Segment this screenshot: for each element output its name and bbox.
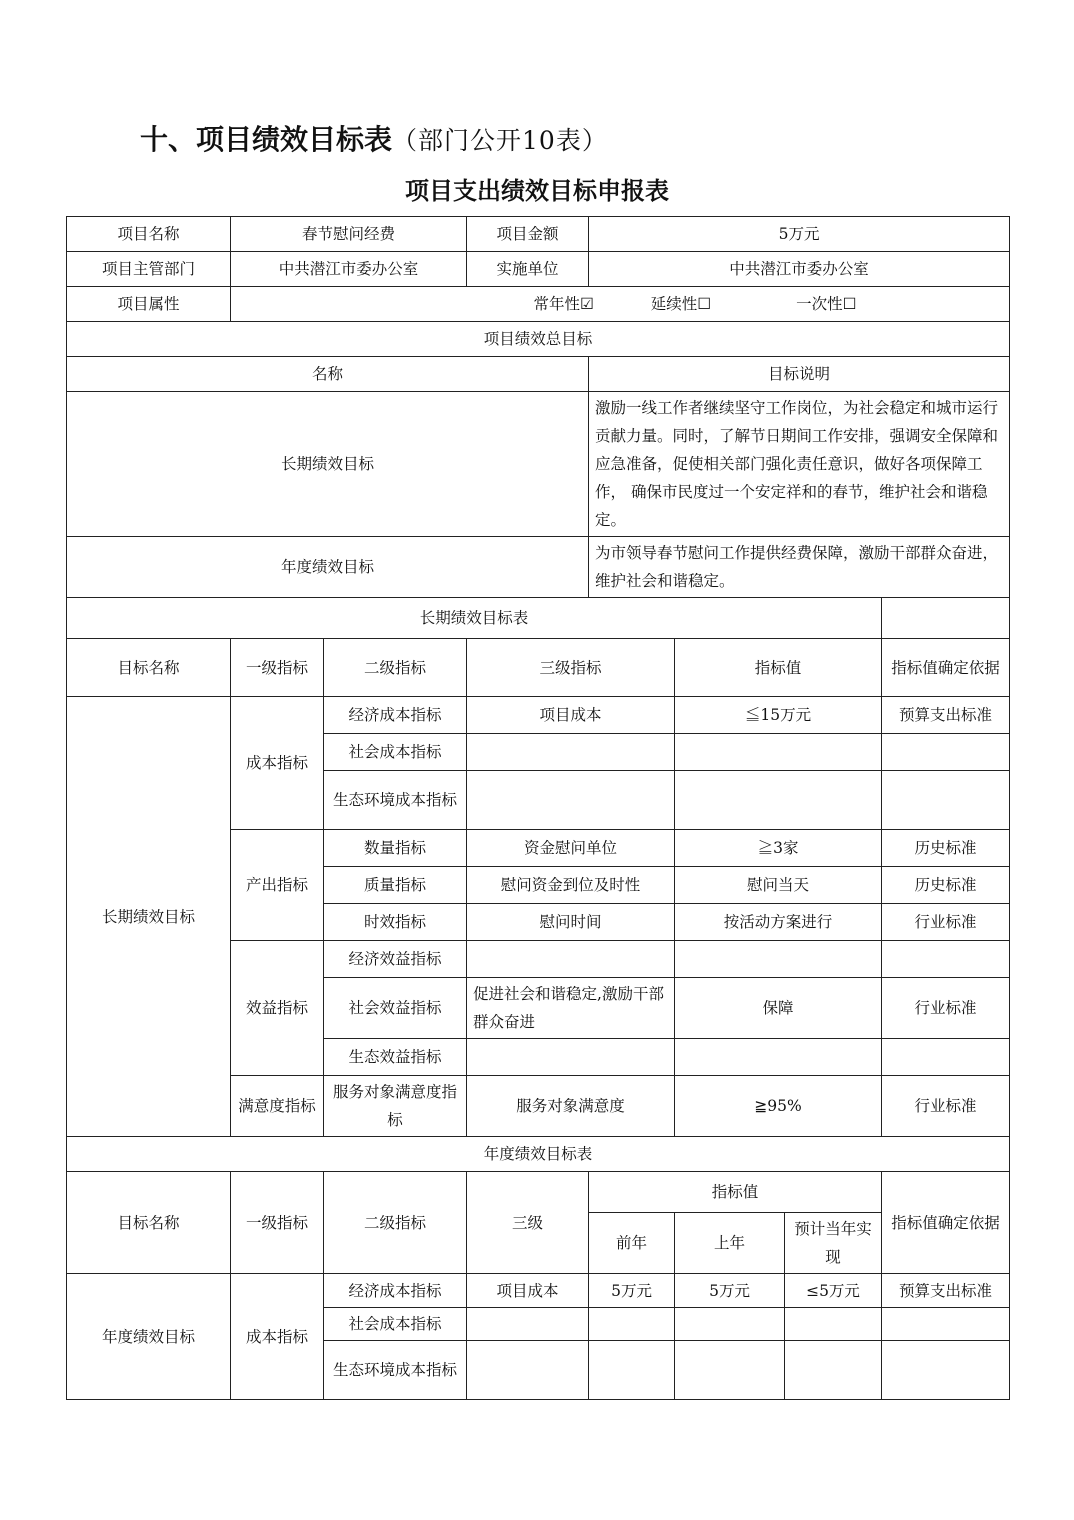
table-cell: 生态环境成本指标 — [324, 771, 467, 830]
section-heading — [140, 118, 608, 158]
table-cell: 数量指标 — [324, 830, 467, 867]
table-cell: 按活动方案进行 — [675, 904, 882, 941]
table-cell — [675, 734, 882, 771]
long-output-indicator: 产出指标 — [231, 830, 324, 941]
project-dept-value: 中共潜江市委办公室 — [231, 252, 467, 287]
table-cell — [467, 734, 675, 771]
annual-table-header: 年度绩效目标表 — [67, 1137, 1010, 1172]
table-cell: 资金慰问单位 — [467, 830, 675, 867]
table-cell — [467, 1341, 589, 1400]
annual-subcol-expected: 预计当年实现 — [785, 1213, 882, 1274]
table-cell — [785, 1308, 882, 1341]
table-cell: 保障 — [675, 978, 882, 1039]
table-cell: 行业标准 — [882, 1076, 1010, 1137]
table-cell — [467, 1308, 589, 1341]
table-cell: 行业标准 — [882, 904, 1010, 941]
table-cell: 慰问当天 — [675, 867, 882, 904]
table-cell: ≤5万元 — [785, 1274, 882, 1308]
table-cell — [589, 1308, 675, 1341]
impl-unit-label: 实施单位 — [467, 252, 589, 287]
table-cell — [467, 771, 675, 830]
annual-subcol-prev2: 前年 — [589, 1213, 675, 1274]
impl-unit-value: 中共潜江市委办公室 — [589, 252, 1010, 287]
table-cell: 历史标准 — [882, 830, 1010, 867]
long-satisfaction-indicator: 满意度指标 — [231, 1076, 324, 1137]
section-heading-sub: （部门公开10表） — [392, 126, 608, 155]
table-cell: 行业标准 — [882, 978, 1010, 1039]
long-col-level2: 二级指标 — [324, 639, 467, 697]
project-attr-label: 项目属性 — [67, 287, 231, 322]
table-cell: ≧3家 — [675, 830, 882, 867]
project-amount-label: 项目金额 — [467, 217, 589, 252]
form-title: 项目支出绩效目标申报表 — [405, 176, 669, 205]
table-cell — [882, 1341, 1010, 1400]
table-cell: 社会成本指标 — [324, 1308, 467, 1341]
long-col-value: 指标值 — [675, 639, 882, 697]
long-table-header-blank — [882, 598, 1010, 639]
long-goal-name: 长期绩效目标 — [67, 697, 231, 1137]
annual-cost-indicator: 成本指标 — [231, 1274, 324, 1400]
table-cell — [785, 1341, 882, 1400]
table-cell: 服务对象满意度 — [467, 1076, 675, 1137]
table-cell: 5万元 — [675, 1274, 785, 1308]
annual-goal-label: 年度绩效目标 — [67, 537, 589, 598]
table-cell: 经济效益指标 — [324, 941, 467, 978]
annual-subcol-prev: 上年 — [675, 1213, 785, 1274]
annual-goal-desc: 为市领导春节慰问工作提供经费保障，激励干部群众奋进，维护社会和谐稳定。 — [589, 537, 1010, 598]
attr-option-continuing: 延续性☐ — [650, 295, 712, 313]
table-cell — [882, 771, 1010, 830]
overall-col-desc: 目标说明 — [589, 357, 1010, 392]
table-cell — [882, 1039, 1010, 1076]
table-cell — [589, 1341, 675, 1400]
table-cell — [675, 1308, 785, 1341]
table-cell: 项目成本 — [467, 1274, 589, 1308]
long-benefit-indicator: 效益指标 — [231, 941, 324, 1076]
table-cell — [882, 734, 1010, 771]
table-cell: 经济成本指标 — [324, 1274, 467, 1308]
table-cell — [675, 771, 882, 830]
annual-col-value: 指标值 — [589, 1172, 882, 1213]
annual-col-goal: 目标名称 — [67, 1172, 231, 1274]
long-term-goal-label: 长期绩效目标 — [67, 392, 589, 537]
table-cell — [675, 1341, 785, 1400]
long-table-header: 长期绩效目标表 — [67, 598, 882, 639]
table-cell — [467, 1039, 675, 1076]
table-cell: 时效指标 — [324, 904, 467, 941]
table-cell — [882, 1308, 1010, 1341]
table-cell: 服务对象满意度指标 — [324, 1076, 467, 1137]
table-cell: 预算支出标准 — [882, 1274, 1010, 1308]
annual-col-level3: 三级 — [467, 1172, 589, 1274]
table-cell: 历史标准 — [882, 867, 1010, 904]
table-cell — [675, 941, 882, 978]
project-attr-options — [231, 287, 1010, 322]
table-cell: 生态环境成本指标 — [324, 1341, 467, 1400]
project-name-label: 项目名称 — [67, 217, 231, 252]
table-cell: 经济成本指标 — [324, 697, 467, 734]
overall-col-name: 名称 — [67, 357, 589, 392]
performance-target-table — [66, 216, 1010, 1400]
table-cell: 5万元 — [589, 1274, 675, 1308]
table-cell: 社会成本指标 — [324, 734, 467, 771]
attr-option-one-time: 一次性☐ — [796, 295, 857, 313]
long-cost-indicator: 成本指标 — [231, 697, 324, 830]
long-col-basis: 指标值确定依据 — [882, 639, 1010, 697]
project-name-value: 春节慰问经费 — [231, 217, 467, 252]
table-cell: 慰问时间 — [467, 904, 675, 941]
long-col-goal: 目标名称 — [67, 639, 231, 697]
table-cell: 预算支出标准 — [882, 697, 1010, 734]
annual-col-level1: 一级指标 — [231, 1172, 324, 1274]
long-col-level3: 三级指标 — [467, 639, 675, 697]
project-dept-label: 项目主管部门 — [67, 252, 231, 287]
table-cell: 促进社会和谐稳定,激励干部群众奋进 — [467, 978, 675, 1039]
table-cell: 质量指标 — [324, 867, 467, 904]
table-cell — [467, 941, 675, 978]
table-cell: ≦15万元 — [675, 697, 882, 734]
annual-col-basis: 指标值确定依据 — [882, 1172, 1010, 1274]
attr-option-recurring: 常年性☑ — [533, 295, 594, 313]
long-col-level1: 一级指标 — [231, 639, 324, 697]
table-cell — [882, 941, 1010, 978]
overall-goal-header: 项目绩效总目标 — [67, 322, 1010, 357]
table-cell: 慰问资金到位及时性 — [467, 867, 675, 904]
table-cell: ≧95% — [675, 1076, 882, 1137]
table-cell: 生态效益指标 — [324, 1039, 467, 1076]
annual-col-level2: 二级指标 — [324, 1172, 467, 1274]
table-cell — [675, 1039, 882, 1076]
annual-goal-name: 年度绩效目标 — [67, 1274, 231, 1400]
long-term-goal-desc: 激励一线工作者继续坚守工作岗位，为社会稳定和城市运行贡献力量。同时，了解节日期间工作安排，强调安全保障和应急准备，促使相关部门强化责任意识，做好各项保障工作， 确保市民度过一个安定祥和的春节，维护社会和谐稳定。 — [589, 392, 1010, 537]
section-heading-main: 十、项目绩效目标表 — [140, 123, 393, 156]
table-cell: 社会效益指标 — [324, 978, 467, 1039]
project-amount-value: 5万元 — [589, 217, 1010, 252]
table-cell: 项目成本 — [467, 697, 675, 734]
